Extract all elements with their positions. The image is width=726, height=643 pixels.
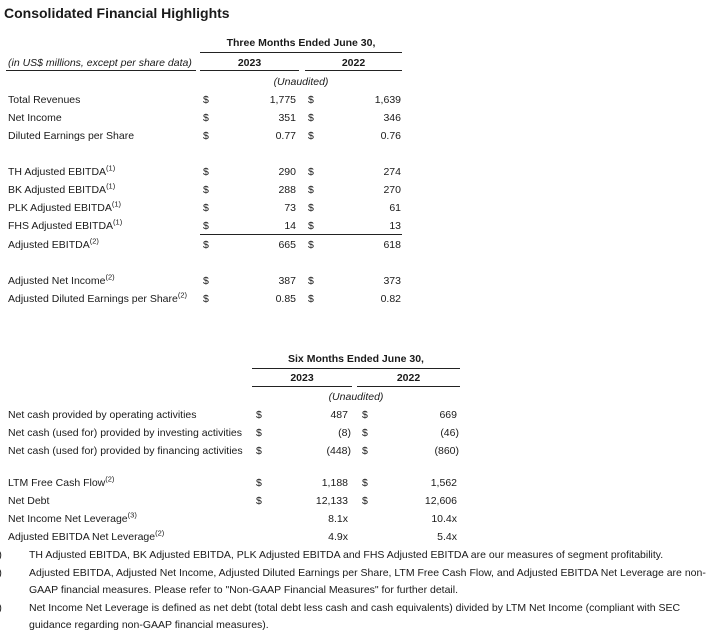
- currency-symbol: $: [362, 477, 368, 489]
- value-2023: 12,133: [315, 495, 348, 507]
- row-label: Net Debt: [8, 495, 50, 507]
- row-label: Adjusted EBITDA$^{(2)}$: [8, 236, 99, 251]
- currency-symbol: $: [256, 445, 262, 457]
- currency-symbol: $: [308, 202, 314, 214]
- footnote-number: [9, 547, 29, 564]
- currency-symbol: $: [203, 275, 209, 287]
- row-label: Net cash provided by operating activities: [8, 409, 197, 421]
- row-label: Net Income: [8, 112, 62, 124]
- currency-symbol: $: [362, 409, 368, 421]
- currency-symbol: $: [203, 184, 209, 196]
- value-2023: 4.9x: [328, 531, 348, 543]
- page-title: Consolidated Financial Highlights: [4, 5, 230, 21]
- footnote-text: Net Income Net Leverage is defined as net debt (total debt less cash and cash equivalents) divided by LTM Net Income (compliant with SEC guidance regarding non-GAAP financial measures).: [29, 602, 681, 631]
- six-months-unaudited: (Unaudited): [328, 391, 384, 403]
- currency-symbol: $: [203, 202, 209, 214]
- row-label: LTM Free Cash Flow$^{(2)}$: [8, 474, 115, 489]
- quarter-unaudited: (Unaudited): [273, 76, 329, 88]
- six-months-col-2022: 2022: [396, 372, 421, 384]
- row-label: Adjusted Net Income$^{(2)}$: [8, 272, 115, 287]
- row-label: FHS Adjusted EBITDA$^{(1)}$: [8, 217, 123, 232]
- quarter-col-2022: 2022: [341, 57, 366, 69]
- value-2022: 0.76: [380, 130, 401, 142]
- value-2022: 346: [383, 112, 401, 124]
- currency-symbol: $: [308, 275, 314, 287]
- value-2022: 0.82: [380, 293, 401, 305]
- value-2022: 12,606: [424, 495, 457, 507]
- currency-symbol: $: [308, 94, 314, 106]
- value-2023: 1,775: [269, 94, 296, 106]
- row-label: BK Adjusted EBITDA$^{(1)}$: [8, 181, 116, 196]
- currency-symbol: $: [203, 166, 209, 178]
- value-2022: 10.4x: [431, 513, 457, 525]
- value-2023: 665: [278, 239, 296, 251]
- value-2022: (46): [440, 427, 459, 439]
- currency-symbol: $: [308, 184, 314, 196]
- value-2023: 1,188: [321, 477, 348, 489]
- value-2022: 669: [439, 409, 457, 421]
- value-2023: 14: [284, 220, 296, 232]
- value-2023: 387: [278, 275, 296, 287]
- currency-symbol: $: [256, 409, 262, 421]
- value-2023: 0.77: [275, 130, 296, 142]
- value-2022: 1,639: [374, 94, 401, 106]
- value-2023: 73: [284, 202, 296, 214]
- value-2022: 61: [389, 202, 401, 214]
- currency-symbol: $: [256, 427, 262, 439]
- row-label: PLK Adjusted EBITDA$^{(1)}$: [8, 199, 122, 214]
- footnote: [9, 600, 715, 634]
- currency-symbol: $: [362, 427, 368, 439]
- value-2022: 618: [383, 239, 401, 251]
- currency-symbol: $: [362, 495, 368, 507]
- currency-symbol: $: [203, 239, 209, 251]
- quarter-col-2023: 2023: [237, 57, 262, 69]
- value-2023: 487: [330, 409, 348, 421]
- value-2023: 0.85: [275, 293, 296, 305]
- value-2022: 270: [383, 184, 401, 196]
- row-label: Net cash (used for) provided by investing activities: [8, 427, 243, 439]
- footnote: [9, 565, 715, 599]
- currency-symbol: $: [308, 166, 314, 178]
- currency-symbol: $: [308, 239, 314, 251]
- value-2023: 351: [278, 112, 296, 124]
- row-label: TH Adjusted EBITDA$^{(1)}$: [8, 163, 116, 178]
- footnotes: [9, 547, 715, 634]
- value-2023: 290: [278, 166, 296, 178]
- currency-symbol: $: [308, 220, 314, 232]
- row-label: Net cash (used for) provided by financing activities: [8, 445, 243, 457]
- currency-symbol: $: [203, 94, 209, 106]
- currency-symbol: $: [203, 112, 209, 124]
- footnote: [9, 547, 715, 564]
- footnote-number: [9, 565, 29, 582]
- row-label: Diluted Earnings per Share: [8, 130, 135, 142]
- value-2023: 288: [278, 184, 296, 196]
- currency-symbol: $: [203, 130, 209, 142]
- value-2022: 1,562: [430, 477, 457, 489]
- currency-symbol: $: [308, 112, 314, 124]
- value-2023: 8.1x: [328, 513, 348, 525]
- footnote-number: [9, 600, 29, 617]
- currency-symbol: $: [362, 445, 368, 457]
- value-2023: (448): [326, 445, 351, 457]
- footnote-text: Adjusted EBITDA, Adjusted Net Income, Adjusted Diluted Earnings per Share, LTM Free Cash Flow, and Adjusted EBITDA Net Leverage are non-GAAP financial measures. Please refer to "Non-GAAP Financial Measures" for further detail.: [29, 567, 706, 596]
- value-2023: (8): [338, 427, 351, 439]
- value-2022: 5.4x: [437, 531, 457, 543]
- currency-symbol: $: [308, 293, 314, 305]
- six-months-col-2023: 2023: [290, 372, 314, 384]
- footnote-text: TH Adjusted EBITDA, BK Adjusted EBITDA, PLK Adjusted EBITDA and FHS Adjusted EBITDA are our measures of segment profitability.: [29, 549, 664, 561]
- currency-symbol: $: [256, 477, 262, 489]
- value-2022: 13: [389, 220, 401, 232]
- value-2022: (860): [434, 445, 459, 457]
- currency-symbol: $: [203, 293, 209, 305]
- value-2022: 274: [383, 166, 401, 178]
- currency-symbol: $: [203, 220, 209, 232]
- units-note: (in US$ millions, except per share data): [8, 57, 192, 69]
- value-2022: 373: [383, 275, 401, 287]
- row-label: Adjusted EBITDA Net Leverage$^{(2)}$: [8, 528, 165, 543]
- currency-symbol: $: [308, 130, 314, 142]
- row-label: Total Revenues: [8, 94, 81, 106]
- quarter-period-header: Three Months Ended June 30,: [226, 37, 376, 49]
- currency-symbol: $: [256, 495, 262, 507]
- six-months-period-header: Six Months Ended June 30,: [288, 353, 424, 365]
- row-label: Adjusted Diluted Earnings per Share$^{(2)}$: [8, 290, 188, 305]
- row-label: Net Income Net Leverage$^{(3)}$: [8, 510, 137, 525]
